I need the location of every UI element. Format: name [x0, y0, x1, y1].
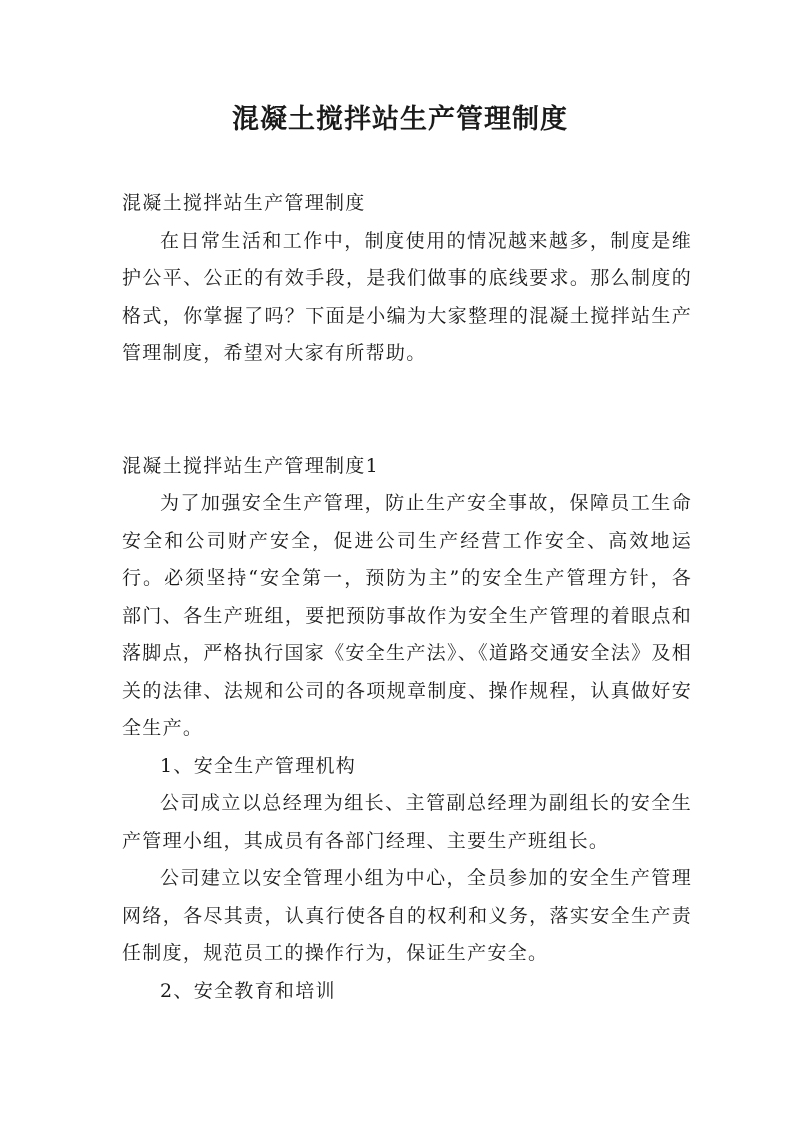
- item2-heading: 2、安全教育和培训: [160, 979, 336, 1002]
- item1-paragraph-2: 公司建立以安全管理小组为中心，全员参加的安全生产管理网络，各尽其责，认真行使各自的权利和义务，落实安全生产责任制度，规范员工的操作行为，保证生产安全。: [122, 867, 692, 964]
- item1-heading: 1、安全生产管理机构: [160, 754, 357, 777]
- section1-paragraph: 为了加强安全生产管理，防止生产安全事故，保障员工生命安全和公司财产安全，促进公司生产经营工作安全、高效地运行。必须坚持“安全第一，预防为主”的安全生产管理方针，各部门、各生产班组，要把预防事故作为安全生产管理的着眼点和落脚点，严格执行国家《安全生产法》、《道路交通安全法》及相关的法律、法规和公司的各项规章制度、操作规程，认真做好安全生产。: [122, 492, 692, 739]
- intro-paragraph: 在日常生活和工作中，制度使用的情况越来越多，制度是维护公平、公正的有效手段，是我们做事的底线要求。那么制度的格式，你掌握了吗？下面是小编为大家整理的混凝土搅拌站生产管理制度，希望对大家有所帮助。: [122, 229, 692, 364]
- item1-paragraph-1: 公司成立以总经理为组长、主管副总经理为副组长的安全生产管理小组，其成员有各部门经理、主要生产班组长。: [122, 792, 692, 852]
- document-body: [122, 185, 692, 1010]
- document-title: 混凝土搅拌站生产管理制度: [232, 104, 568, 135]
- section1-heading: 混凝土搅拌站生产管理制度1: [122, 454, 379, 477]
- intro-heading: 混凝土搅拌站生产管理制度: [122, 192, 366, 214]
- section-spacer: [122, 373, 692, 448]
